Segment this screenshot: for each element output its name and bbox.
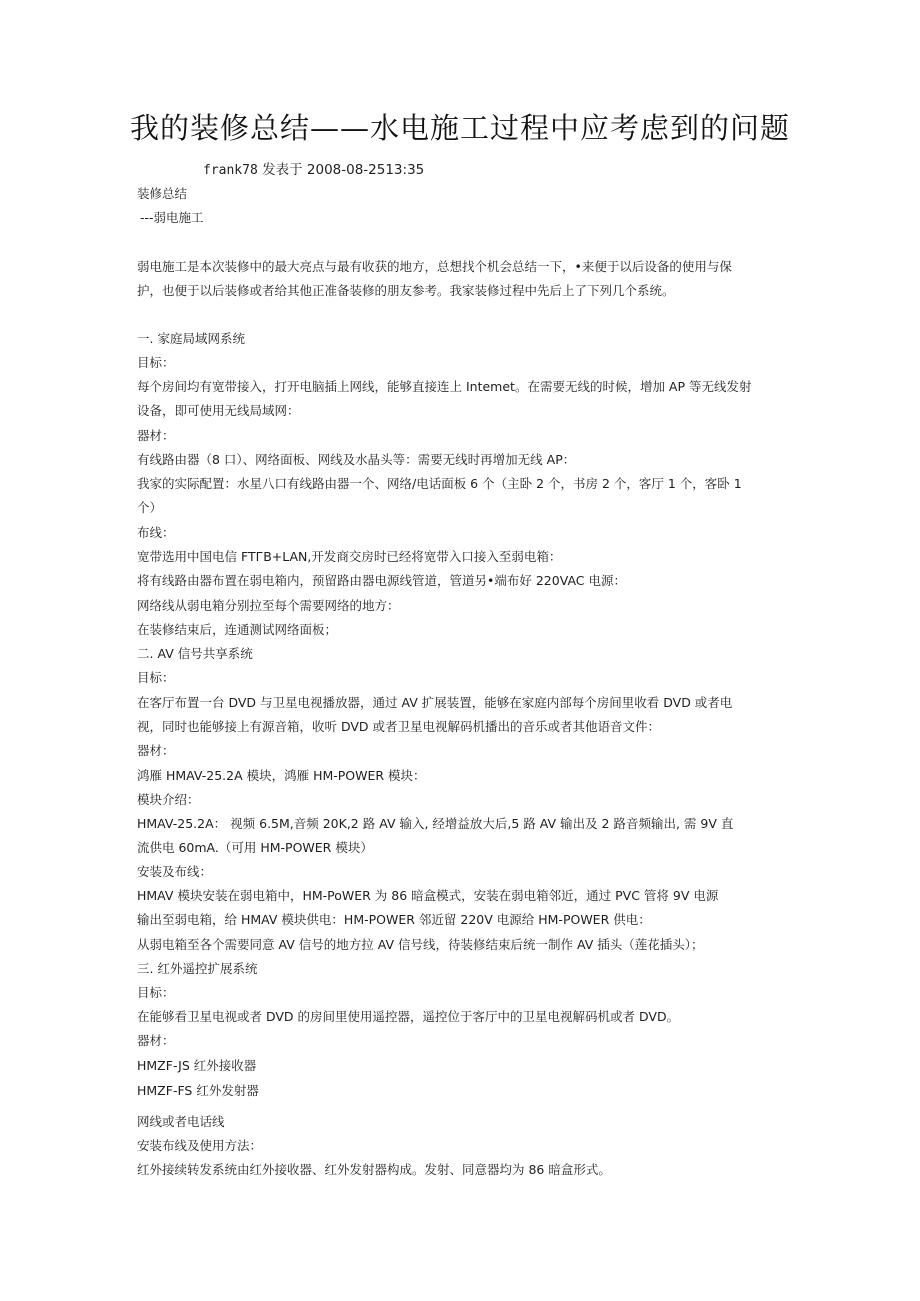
module-name: HMAV-25.2A： [137, 816, 227, 831]
paragraph-line: 在客厅布置一台 DVD 与卫星电视播放器，通过 AV 扩展装置，能够在家庭内部每个房间里收看 DVD 或者电 [137, 695, 733, 710]
byline [203, 158, 424, 178]
paragraph-line: 设备，即可使用无线局域网： [137, 403, 300, 418]
install-label: 安装及布线： [137, 864, 213, 879]
module-spec: 视频 6.5M,音频 20K,2 路 AV 输入, 经增益放大后,5 路 AV 输出及 2 路音频输出, 需 9V 直 [230, 816, 734, 831]
posted-date: 2008-08-2513:35 [306, 162, 425, 178]
equipment-label: 器材： [137, 743, 175, 758]
paragraph-line: 从弱电箱至各个需要同意 AV 信号的地方拉 AV 信号线，待装修结束后统一制作 AV 插头（莲花插头）； [137, 937, 704, 952]
summary-label: 装修总结 [137, 186, 188, 201]
paragraph-line: 视，同时也能够接上有源音箱，收听 DVD 或者卫星电视解码机播出的音乐或者其他语音文件： [137, 719, 661, 734]
module-label: 模块介绍： [137, 792, 200, 807]
subtitle: ---弱电施工 [140, 210, 204, 225]
paragraph-line: 输出至弱电箱，给 HMAV 模块供电：HM-POWER 邻近留 220V 电源给 HM-POWER 供电： [137, 912, 651, 927]
intro-line: 护，也便于以后装修或者给其他正准备装修的朋友参考。我家装修过程中先后上了下列几个系统。 [137, 283, 675, 298]
section-heading: 三. 红外遥控扩展系统 [137, 961, 258, 976]
paragraph-line: 在装修结束后，连通测试网络面板； [137, 622, 338, 637]
paragraph-line: 流供电 60mA.（可用 HM-POWER 模块） [137, 840, 373, 855]
module-spec-line [137, 815, 733, 833]
paragraph-line: 红外接续转发系统由红外接收器、红外发射器构成。发射、同意器均为 86 暗盒形式。 [137, 1162, 611, 1177]
paragraph-line: 在能够看卫星电视或者 DVD 的房间里使用遥控器，遥控位于客厅中的卫星电视解码机或者 DVD。 [137, 1009, 680, 1024]
equipment-item: HMZF-FS 红外发射器 [137, 1083, 259, 1098]
goal-label: 目标： [137, 985, 175, 1000]
goal-label: 目标： [137, 670, 175, 685]
paragraph-line: 宽带选用中国电信 FTГB+LAN,开发商交房时已经将宽带入口接入至弱电箱： [137, 549, 562, 564]
intro-line: 弱电施工是本次装修中的最大亮点与最有收获的地方，总想找个机会总结一下，•来便于以后设备的使用与保 [137, 259, 732, 274]
paragraph-line: 鸿雁 HMAV-25.2A 模块，鸿雁 HM-POWER 模块： [137, 768, 426, 783]
equipment-label: 器材： [137, 1033, 175, 1048]
section-heading: 二. AV 信号共享系统 [137, 646, 253, 661]
goal-label: 目标： [137, 355, 175, 370]
install-label: 安装布线及使用方法： [137, 1138, 263, 1153]
paragraph-line: 个） [137, 500, 163, 515]
wiring-label: 布线： [137, 525, 175, 540]
author-name: frank78 [203, 163, 258, 178]
document-title: 我的装修总结——水电施工过程中应考虑到的问题 [129, 111, 790, 145]
section-heading: 一. 家庭局域网系统 [137, 331, 245, 346]
paragraph-line: 每个房间均有宽带接入，打开电脑插上网线，能够直接连上 Intemet。在需要无线的时候，增加 AP 等无线发射 [137, 379, 752, 394]
equipment-item: 网线或者电话线 [137, 1114, 225, 1129]
paragraph-line: HMAV 模块安装在弱电箱中，HM-PoWER 为 86 暗盒模式，安装在弱电箱邻近，通过 PVC 管将 9V 电源 [137, 888, 719, 903]
paragraph-line: 有线路由器（8 口）、网络面板、网线及水晶头等：需要无线时再增加无线 AP： [137, 452, 576, 467]
paragraph-line: 网络线从弱电箱分别拉至每个需要网络的地方： [137, 598, 400, 613]
paragraph-line: 我家的实际配置：水星八口有线路由器一个、网络/电话面板 6 个（主卧 2 个，书房 2 个，客厅 1 个，客卧 1 [137, 476, 742, 491]
paragraph-line: 将有线路由器布置在弱电箱内，预留路由器电源线管道，管道另•端布好 220VAC 电源： [137, 573, 626, 588]
equipment-item: HMZF-JS 红外接收器 [137, 1058, 257, 1073]
equipment-label: 器材： [137, 428, 175, 443]
posted-label: 发表于 [262, 162, 303, 178]
